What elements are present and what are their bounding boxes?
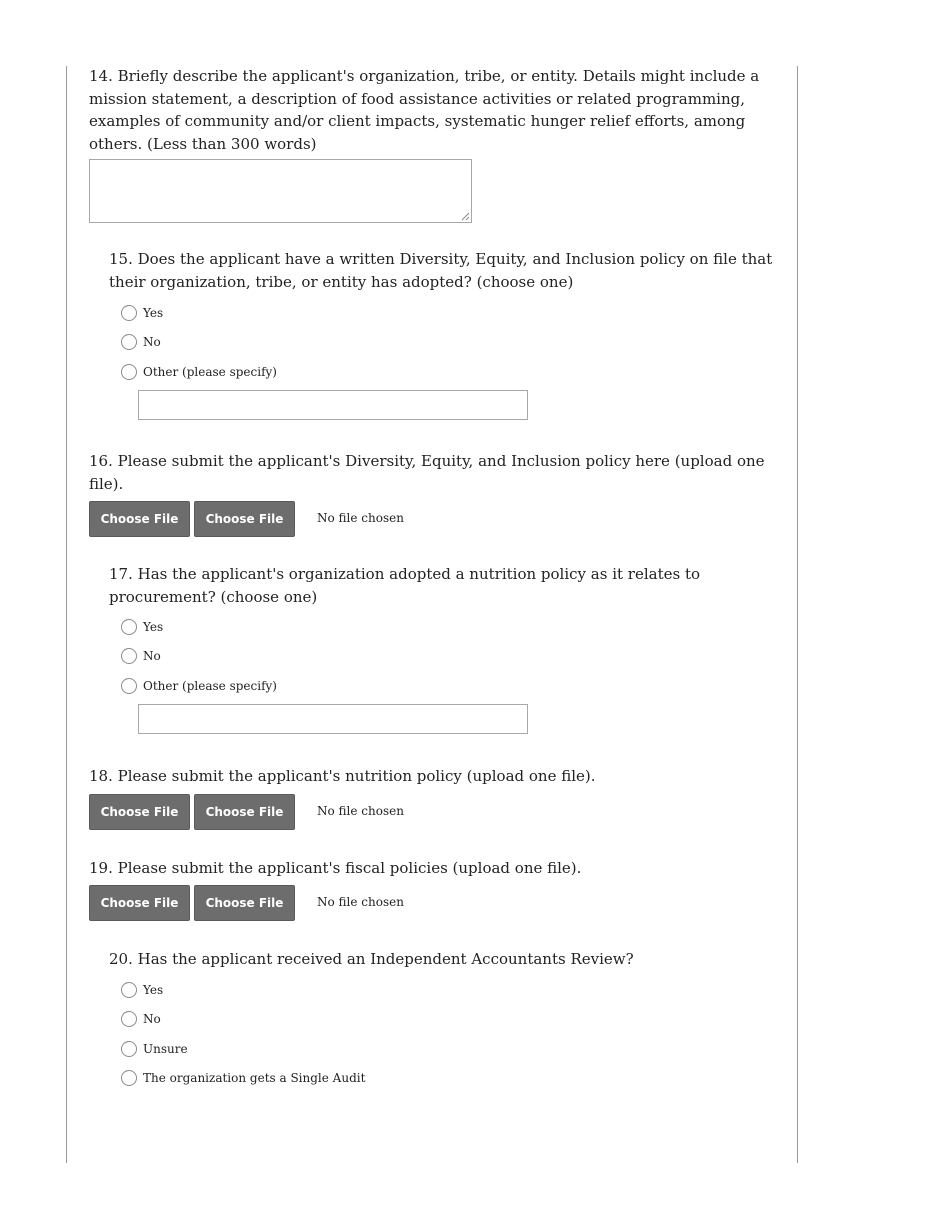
q16-file-status: No file chosen xyxy=(317,511,404,525)
question-18-text: 18. Please submit the applicant's nutrition policy (upload one file). xyxy=(89,767,596,785)
question-19-text: 19. Please submit the applicant's fiscal policies (upload one file). xyxy=(89,859,582,877)
radio-button[interactable] xyxy=(121,678,137,694)
radio-label: Unsure xyxy=(143,1042,188,1056)
q16-choose-file-button-secondary[interactable]: Choose File xyxy=(194,501,295,537)
q17-other-input[interactable] xyxy=(138,704,528,734)
form-right-border xyxy=(797,66,798,1163)
q15-option-other[interactable] xyxy=(121,362,277,382)
radio-label: No xyxy=(143,649,161,663)
radio-label: No xyxy=(143,1012,161,1026)
radio-button[interactable] xyxy=(121,1070,137,1086)
radio-button[interactable] xyxy=(121,619,137,635)
question-17-text: 17. Has the applicant's organization adopted a nutrition policy as it relates to procurement? (choose one) xyxy=(109,565,700,606)
q17-option-yes[interactable] xyxy=(121,617,163,637)
question-16-text: 16. Please submit the applicant's Diversity, Equity, and Inclusion policy here (upload one file). xyxy=(89,452,765,493)
q19-choose-file-button-secondary[interactable]: Choose File xyxy=(194,885,295,921)
q17-option-no[interactable] xyxy=(121,646,161,666)
radio-button[interactable] xyxy=(121,1041,137,1057)
question-14-text: 14. Briefly describe the applicant's organization, tribe, or entity. Details might include a mission statement, a description of food assistance activities or related programming, examples of community and/or client impacts, systematic hunger relief efforts, among others. (Less than 300 words) xyxy=(89,67,760,153)
q20-option-unsure[interactable] xyxy=(121,1039,188,1059)
q19-file-status: No file chosen xyxy=(317,895,404,909)
radio-label: Yes xyxy=(143,306,164,320)
radio-label: Yes xyxy=(143,620,164,634)
question-14-textarea[interactable] xyxy=(89,159,472,223)
radio-label: Yes xyxy=(143,983,164,997)
radio-label: Other (please specify) xyxy=(143,679,277,693)
question-20-text: 20. Has the applicant received an Independent Accountants Review? xyxy=(109,950,634,968)
radio-button[interactable] xyxy=(121,364,137,380)
radio-label: No xyxy=(143,335,161,349)
q20-option-single-audit[interactable] xyxy=(121,1068,365,1088)
radio-button[interactable] xyxy=(121,1011,137,1027)
radio-label: The organization gets a Single Audit xyxy=(143,1071,366,1085)
radio-button[interactable] xyxy=(121,334,137,350)
q20-option-no[interactable] xyxy=(121,1009,161,1029)
radio-button[interactable] xyxy=(121,648,137,664)
q20-option-yes[interactable] xyxy=(121,980,163,1000)
radio-label: Other (please specify) xyxy=(143,365,277,379)
radio-button[interactable] xyxy=(121,305,137,321)
q15-option-no[interactable] xyxy=(121,332,161,352)
resize-grip-icon[interactable] xyxy=(461,212,470,221)
radio-button[interactable] xyxy=(121,982,137,998)
q18-choose-file-button[interactable]: Choose File xyxy=(89,794,190,830)
q15-option-yes[interactable] xyxy=(121,303,163,323)
q16-choose-file-button[interactable]: Choose File xyxy=(89,501,190,537)
q17-option-other[interactable] xyxy=(121,676,277,696)
form-left-border xyxy=(66,66,67,1163)
q15-other-input[interactable] xyxy=(138,390,528,420)
q18-file-status: No file chosen xyxy=(317,804,404,818)
q19-choose-file-button[interactable]: Choose File xyxy=(89,885,190,921)
question-15-text: 15. Does the applicant have a written Diversity, Equity, and Inclusion policy on file that their organization, tribe, or entity has adopted? (choose one) xyxy=(109,250,773,291)
q18-choose-file-button-secondary[interactable]: Choose File xyxy=(194,794,295,830)
